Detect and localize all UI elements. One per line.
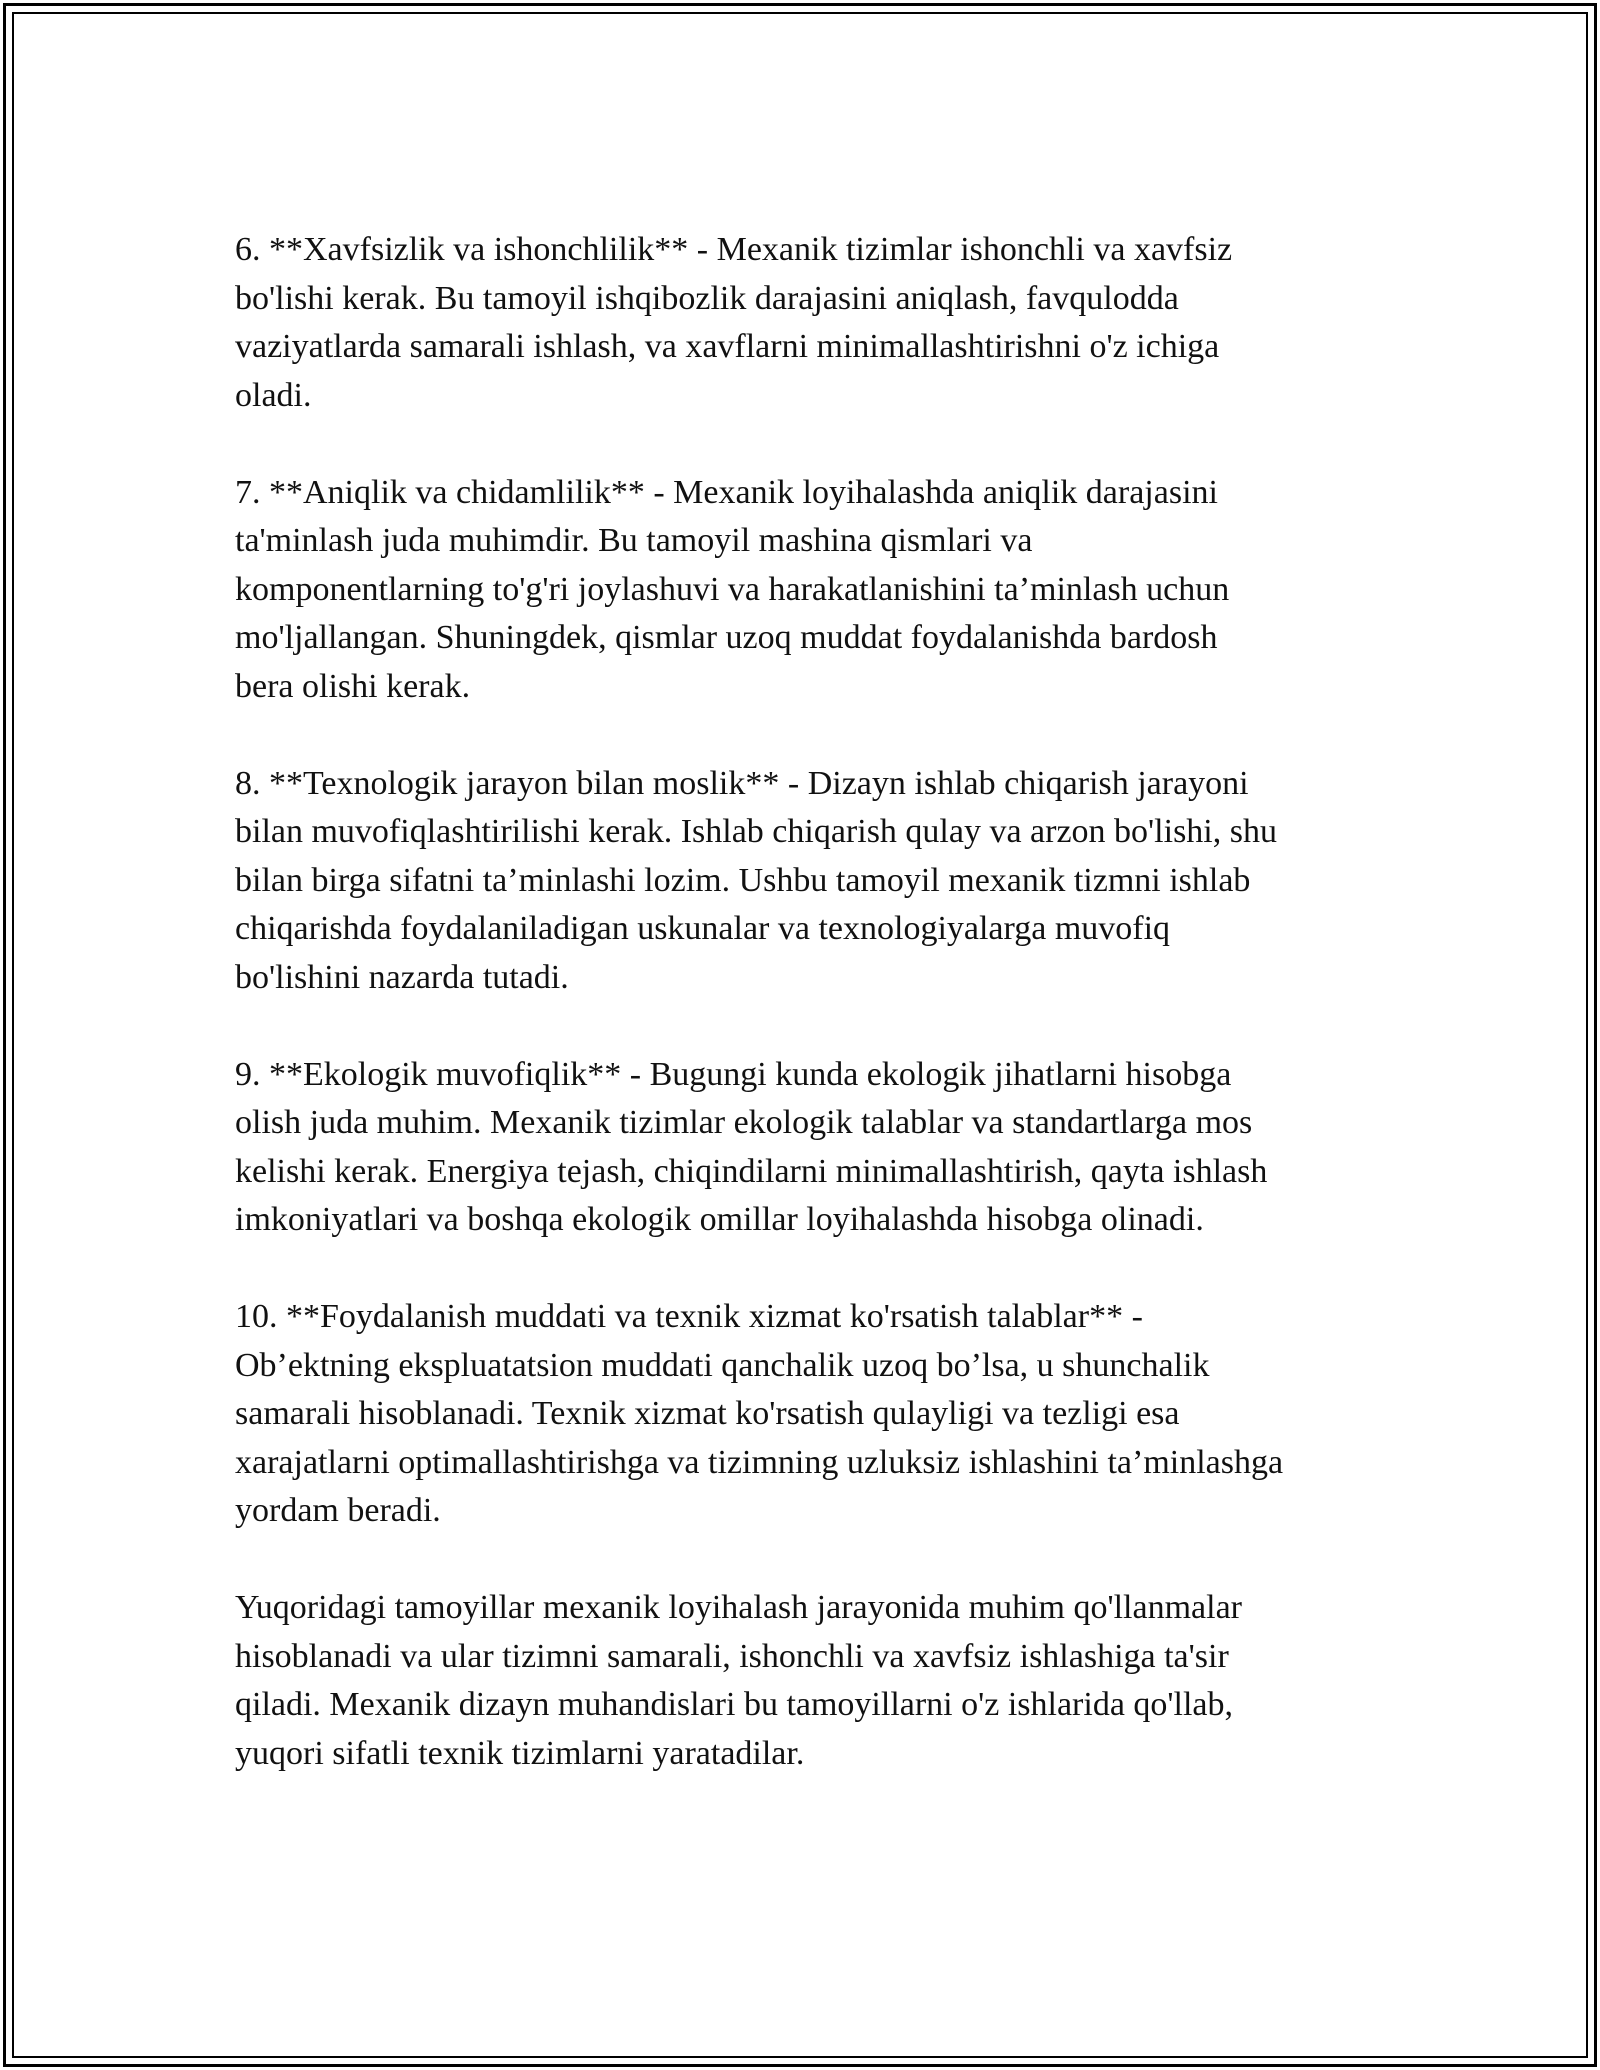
- text-line: hisoblanadi va ular tizimni samarali, ishonchli va xavfsiz ishlashiga ta'sir: [235, 1637, 1229, 1675]
- paragraph-accuracy: [235, 469, 1395, 712]
- text-line: imkoniyatlari va boshqa ekologik omillar loyihalashda hisobga olinadi.: [235, 1201, 1204, 1238]
- text-line: samarali hisoblanadi. Texnik xizmat ko'rsatish qulayligi va tezligi esa: [235, 1395, 1180, 1432]
- text-line: bilan birga sifatni ta’minlashi lozim. Ushbu tamoyil mexanik tizmni ishlab: [235, 861, 1251, 899]
- text-line: bilan muvofiqlashtirilishi kerak. Ishlab chiqarish qulay va arzon bo'lishi, shu: [235, 813, 1277, 850]
- text-line: komponentlarning to'g'ri joylashuvi va harakatlanishini ta’minlash uchun: [235, 570, 1230, 608]
- text-line: Ob’ektning ekspluatatsion muddati qanchalik uzoq bo’lsa, u shunchalik: [235, 1346, 1210, 1384]
- paragraph-ecology: [235, 1051, 1395, 1245]
- text-line: 10. **Foydalanish muddati va texnik xizmat ko'rsatish talablar** -: [235, 1298, 1143, 1335]
- text-line: xarajatlarni optimallashtirishga va tizimning uzluksiz ishlashini ta’minlashga: [235, 1443, 1284, 1481]
- text-line: yuqori sifatli texnik tizimlarni yaratadilar.: [235, 1734, 805, 1772]
- text-line: yordam beradi.: [235, 1492, 441, 1529]
- text-line: bo'lishi kerak. Bu tamoyil ishqibozlik darajasini aniqlash, favqulodda: [235, 279, 1179, 317]
- text-line: mo'ljallangan. Shuningdek, qismlar uzoq muddat foydalanishda bardosh: [235, 619, 1218, 656]
- text-line: 7. **Aniqlik va chidamlilik** - Mexanik loyihalashda aniqlik darajasini: [235, 473, 1218, 511]
- text-line: oladi.: [235, 376, 312, 414]
- text-line: 9. **Ekologik muvofiqlik** - Bugungi kunda ekologik jihatlarni hisobga: [235, 1055, 1232, 1093]
- text-line: bo'lishini nazarda tutadi.: [235, 958, 569, 996]
- paragraph-safety: [235, 226, 1395, 420]
- paragraph-service-life: [235, 1293, 1395, 1536]
- text-line: kelishi kerak. Energiya tejash, chiqindilarni minimallashtirish, qayta ishlash: [235, 1152, 1268, 1190]
- text-line: 8. **Texnologik jarayon bilan moslik** - Dizayn ishlab chiqarish jarayoni: [235, 764, 1249, 802]
- text-line: 6. **Xavfsizlik va ishonchlilik** - Mexanik tizimlar ishonchli va xavfsiz: [235, 231, 1233, 268]
- text-line: olish juda muhim. Mexanik tizimlar ekologik talablar va standartlarga mos: [235, 1104, 1253, 1141]
- document-body: [235, 226, 1395, 1827]
- text-line: ta'minlash juda muhimdir. Bu tamoyil mashina qismlari va: [235, 522, 1033, 559]
- text-line: vaziyatlarda samarali ishlash, va xavflarni minimallashtirishni o'z ichiga: [235, 328, 1220, 365]
- paragraph-technology: [235, 760, 1395, 1003]
- paragraph-conclusion: [235, 1584, 1395, 1778]
- text-line: qiladi. Mexanik dizayn muhandislari bu tamoyillarni o'z ishlarida qo'llab,: [235, 1686, 1234, 1723]
- text-line: Yuqoridagi tamoyillar mexanik loyihalash jarayonida muhim qo'llanmalar: [235, 1589, 1242, 1626]
- text-line: chiqarishda foydalaniladigan uskunalar va texnologiyalarga muvofiq: [235, 910, 1171, 947]
- text-line: bera olishi kerak.: [235, 667, 471, 705]
